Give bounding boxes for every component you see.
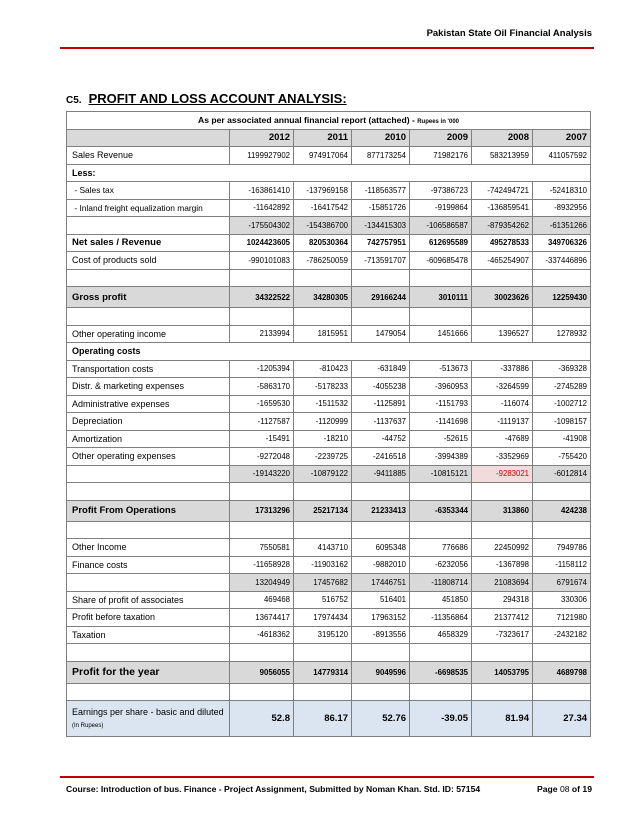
value-cell: 13204949	[230, 574, 294, 592]
value-cell: 1199927902	[230, 147, 294, 165]
empty-cell	[410, 644, 472, 662]
year-header-cell: 2012	[230, 129, 294, 147]
value-cell: -19143220	[230, 465, 294, 483]
empty-cell	[67, 644, 230, 662]
empty-cell	[67, 521, 230, 539]
row-finance-subtotal	[67, 574, 591, 592]
year-header-cell: 2010	[352, 129, 410, 147]
value-cell: 516401	[352, 591, 410, 609]
row-label: Gross profit	[67, 287, 230, 308]
empty-cell	[352, 308, 410, 326]
value-cell: -9272048	[230, 448, 294, 466]
eps-label-text: Earnings per share - basic and diluted	[72, 706, 224, 717]
value-cell: 411057592	[533, 147, 591, 165]
year-header-row	[67, 129, 591, 147]
value-cell: -44752	[352, 430, 410, 448]
value-cell: 776686	[410, 539, 472, 557]
value-cell: -154386700	[294, 217, 352, 235]
value-cell: 4689798	[533, 661, 591, 683]
value-cell: 14053795	[472, 661, 533, 683]
empty-cell	[533, 683, 591, 701]
value-cell: -1137637	[352, 413, 410, 431]
empty-cell	[230, 269, 294, 287]
value-cell: -3960953	[410, 378, 472, 396]
value-cell: -61351266	[533, 217, 591, 235]
row-taxation	[67, 626, 591, 644]
value-cell: 1278932	[533, 325, 591, 343]
value-cell: 495278533	[472, 234, 533, 252]
empty-cell	[294, 308, 352, 326]
empty-cell	[352, 683, 410, 701]
value-cell: 612695589	[410, 234, 472, 252]
spacer-row	[67, 308, 591, 326]
row-less-subtotal	[67, 217, 591, 235]
row-label	[67, 574, 230, 592]
value-cell: 1451666	[410, 325, 472, 343]
value-cell: -11903162	[294, 556, 352, 574]
row-less	[67, 164, 591, 182]
value-cell: -990101083	[230, 252, 294, 270]
row-label: Administrative expenses	[67, 395, 230, 413]
value-cell: -15851726	[352, 199, 410, 217]
value-cell: -136859541	[472, 199, 533, 217]
table-caption	[67, 112, 591, 130]
footer-course-info: Course: Introduction of bus. Finance - Project Assignment, Submitted by Noman Khan. Std. ID: 57154	[66, 784, 481, 794]
row-label: Other operating income	[67, 325, 230, 343]
value-cell: -9411885	[352, 465, 410, 483]
empty-cell	[410, 483, 472, 501]
value-cell: -41908	[533, 430, 591, 448]
value-cell: 3195120	[294, 626, 352, 644]
value-cell: 4143710	[294, 539, 352, 557]
value-cell: 6095348	[352, 539, 410, 557]
value-cell: 34322522	[230, 287, 294, 308]
value-cell: 27.34	[533, 701, 591, 737]
row-label: Profit From Operations	[67, 500, 230, 521]
value-cell: -11642892	[230, 199, 294, 217]
value-cell: 2133994	[230, 325, 294, 343]
value-cell: 17457682	[294, 574, 352, 592]
value-cell: -1127587	[230, 413, 294, 431]
value-cell: -609685478	[410, 252, 472, 270]
value-cell: -11658928	[230, 556, 294, 574]
value-cell: 1815951	[294, 325, 352, 343]
value-cell: -742494721	[472, 182, 533, 200]
row-label: Profit before taxation	[67, 609, 230, 627]
empty-cell	[230, 483, 294, 501]
value-cell: -137969158	[294, 182, 352, 200]
value-cell: -1151793	[410, 395, 472, 413]
value-cell: -6232056	[410, 556, 472, 574]
value-cell: -11356864	[410, 609, 472, 627]
value-cell: -1205394	[230, 360, 294, 378]
value-cell: -786250059	[294, 252, 352, 270]
row-label: Other Income	[67, 539, 230, 557]
spacer-row	[67, 269, 591, 287]
value-cell: 313860	[472, 500, 533, 521]
empty-cell	[410, 269, 472, 287]
value-cell: 451850	[410, 591, 472, 609]
value-cell: 424238	[533, 500, 591, 521]
value-cell: 71982176	[410, 147, 472, 165]
value-cell: 7121980	[533, 609, 591, 627]
spacer-row	[67, 483, 591, 501]
row-label: Depreciation	[67, 413, 230, 431]
value-cell: 21233413	[352, 500, 410, 521]
row-profit-for-year	[67, 661, 591, 683]
footer-page-number	[537, 784, 592, 794]
value-cell: -15491	[230, 430, 294, 448]
row-profit-from-operations	[67, 500, 591, 521]
value-cell: 820530364	[294, 234, 352, 252]
empty-cell	[230, 644, 294, 662]
row-other-operating-income	[67, 325, 591, 343]
value-cell: 6791674	[533, 574, 591, 592]
value-cell: -8932956	[533, 199, 591, 217]
row-cost-of-products	[67, 252, 591, 270]
row-depreciation	[67, 413, 591, 431]
value-cell: 30023626	[472, 287, 533, 308]
row-net-sales	[67, 234, 591, 252]
empty-cell	[352, 521, 410, 539]
empty-cell	[472, 483, 533, 501]
value-cell: -1120999	[294, 413, 352, 431]
value-cell: -1141698	[410, 413, 472, 431]
empty-cell	[472, 521, 533, 539]
value-cell: -713591707	[352, 252, 410, 270]
value-cell: -810423	[294, 360, 352, 378]
caption-text: As per associated annual financial report (attached) -	[198, 115, 418, 126]
value-cell: -7323617	[472, 626, 533, 644]
value-cell: 14779314	[294, 661, 352, 683]
value-cell: -6698535	[410, 661, 472, 683]
value-cell: 4658329	[410, 626, 472, 644]
value-cell: 29166244	[352, 287, 410, 308]
value-cell: -2416518	[352, 448, 410, 466]
row-label: - Sales tax	[67, 182, 230, 200]
row-label: Sales Revenue	[67, 147, 230, 165]
value-cell: -52418310	[533, 182, 591, 200]
row-inland-freight	[67, 199, 591, 217]
value-cell: 974917064	[294, 147, 352, 165]
value-cell: 86.17	[294, 701, 352, 737]
footer-page-current: 08	[559, 784, 570, 794]
empty-cell	[472, 683, 533, 701]
row-label	[67, 217, 230, 235]
empty-cell	[67, 483, 230, 501]
row-label: Operating costs	[67, 343, 591, 361]
header-rule	[60, 47, 594, 49]
empty-cell	[352, 483, 410, 501]
row-label: Profit for the year	[67, 661, 230, 683]
value-cell: -1125891	[352, 395, 410, 413]
row-sales-tax	[67, 182, 591, 200]
row-gross-profit	[67, 287, 591, 308]
value-cell: 7550581	[230, 539, 294, 557]
value-cell: -879354262	[472, 217, 533, 235]
value-cell: -2239725	[294, 448, 352, 466]
year-header-cell: 2007	[533, 129, 591, 147]
empty-cell	[230, 683, 294, 701]
row-sales-revenue	[67, 147, 591, 165]
value-cell: -8913556	[352, 626, 410, 644]
value-cell: 877173254	[352, 147, 410, 165]
value-cell: -5863170	[230, 378, 294, 396]
row-label: Share of profit of associates	[67, 591, 230, 609]
value-cell: -118563577	[352, 182, 410, 200]
value-cell: 21377412	[472, 609, 533, 627]
value-cell: -1002712	[533, 395, 591, 413]
section-number: C5.	[66, 95, 82, 106]
value-cell: -9283021	[472, 465, 533, 483]
value-cell: 21083694	[472, 574, 533, 592]
value-cell: -52615	[410, 430, 472, 448]
value-cell: -1367898	[472, 556, 533, 574]
value-cell: -9882010	[352, 556, 410, 574]
value-cell: -1659530	[230, 395, 294, 413]
empty-cell	[533, 644, 591, 662]
value-cell: 330306	[533, 591, 591, 609]
value-cell: -513673	[410, 360, 472, 378]
row-distribution	[67, 378, 591, 396]
value-cell: -369328	[533, 360, 591, 378]
value-cell: 9056055	[230, 661, 294, 683]
value-cell: 742757951	[352, 234, 410, 252]
empty-cell	[67, 683, 230, 701]
row-label: Distr. & marketing expenses	[67, 378, 230, 396]
value-cell: 52.76	[352, 701, 410, 737]
value-cell: 52.8	[230, 701, 294, 737]
value-cell: 13674417	[230, 609, 294, 627]
value-cell: 9049596	[352, 661, 410, 683]
value-cell: 294318	[472, 591, 533, 609]
value-cell: -9199864	[410, 199, 472, 217]
value-cell: 17313296	[230, 500, 294, 521]
row-label: Finance costs	[67, 556, 230, 574]
empty-cell	[294, 269, 352, 287]
value-cell: 1479054	[352, 325, 410, 343]
empty-cell	[294, 483, 352, 501]
value-cell: -106586587	[410, 217, 472, 235]
value-cell: -2745289	[533, 378, 591, 396]
value-cell: -2432182	[533, 626, 591, 644]
empty-cell	[230, 521, 294, 539]
empty-cell	[294, 521, 352, 539]
value-cell: -5178233	[294, 378, 352, 396]
value-cell: 469468	[230, 591, 294, 609]
row-other-income	[67, 539, 591, 557]
empty-cell	[533, 483, 591, 501]
value-cell: -10879122	[294, 465, 352, 483]
value-cell: -3994389	[410, 448, 472, 466]
empty-cell	[533, 269, 591, 287]
footer-page-label: Page	[537, 784, 560, 794]
eps-unit: (In Rupees)	[72, 722, 104, 729]
section-title-text: PROFIT AND LOSS ACCOUNT ANALYSIS:	[88, 91, 347, 106]
value-cell: -97386723	[410, 182, 472, 200]
row-label: Amortization	[67, 430, 230, 448]
row-label: - Inland freight equalization margin	[67, 199, 230, 217]
value-cell: -11808714	[410, 574, 472, 592]
value-cell: 12259430	[533, 287, 591, 308]
row-other-operating-expenses	[67, 448, 591, 466]
value-cell: 81.94	[472, 701, 533, 737]
value-cell: 3010111	[410, 287, 472, 308]
footer-rule	[60, 776, 594, 778]
value-cell: 25217134	[294, 500, 352, 521]
empty-cell	[230, 308, 294, 326]
empty-cell	[533, 521, 591, 539]
empty-cell	[410, 308, 472, 326]
value-cell: -1098157	[533, 413, 591, 431]
value-cell: 17963152	[352, 609, 410, 627]
row-share-of-associates	[67, 591, 591, 609]
empty-cell	[67, 308, 230, 326]
table-caption-row	[67, 112, 591, 130]
value-cell: -6012814	[533, 465, 591, 483]
value-cell: -337446896	[533, 252, 591, 270]
row-label: Net sales / Revenue	[67, 234, 230, 252]
value-cell: -134415303	[352, 217, 410, 235]
row-administrative	[67, 395, 591, 413]
value-cell: -3264599	[472, 378, 533, 396]
footer-page-total: of 19	[569, 784, 592, 794]
row-label: Taxation	[67, 626, 230, 644]
value-cell: -6353344	[410, 500, 472, 521]
empty-cell	[410, 521, 472, 539]
value-cell: -16417542	[294, 199, 352, 217]
row-profit-before-tax	[67, 609, 591, 627]
spacer-row	[67, 683, 591, 701]
value-cell: 516752	[294, 591, 352, 609]
value-cell: 1396527	[472, 325, 533, 343]
section-title	[66, 91, 347, 106]
empty-cell	[67, 269, 230, 287]
year-header-cell: 2008	[472, 129, 533, 147]
year-header-cell: 2011	[294, 129, 352, 147]
row-label	[67, 701, 230, 737]
value-cell: 17974434	[294, 609, 352, 627]
value-cell: -116074	[472, 395, 533, 413]
value-cell: 22450992	[472, 539, 533, 557]
profit-loss-table	[66, 111, 591, 737]
value-cell: -39.05	[410, 701, 472, 737]
value-cell: -631849	[352, 360, 410, 378]
row-operating-costs	[67, 343, 591, 361]
row-label	[67, 465, 230, 483]
value-cell: 17446751	[352, 574, 410, 592]
value-cell: -1511532	[294, 395, 352, 413]
value-cell: 7949786	[533, 539, 591, 557]
value-cell: -337886	[472, 360, 533, 378]
value-cell: -163861410	[230, 182, 294, 200]
row-finance-costs	[67, 556, 591, 574]
empty-cell	[410, 683, 472, 701]
value-cell: -465254907	[472, 252, 533, 270]
value-cell: -4618362	[230, 626, 294, 644]
empty-cell	[352, 644, 410, 662]
row-transportation	[67, 360, 591, 378]
row-eps	[67, 701, 591, 737]
value-cell: -1158112	[533, 556, 591, 574]
profit-loss-table-body	[67, 112, 591, 737]
caption-unit: Rupees in '000	[417, 119, 459, 126]
page-header-title: Pakistan State Oil Financial Analysis	[426, 28, 592, 39]
row-amortization	[67, 430, 591, 448]
year-header-blank	[67, 129, 230, 147]
empty-cell	[294, 644, 352, 662]
value-cell: -755420	[533, 448, 591, 466]
value-cell: -10815121	[410, 465, 472, 483]
value-cell: -18210	[294, 430, 352, 448]
empty-cell	[533, 308, 591, 326]
empty-cell	[472, 308, 533, 326]
value-cell: 1024423605	[230, 234, 294, 252]
value-cell: -3352969	[472, 448, 533, 466]
value-cell: -47689	[472, 430, 533, 448]
value-cell: 583213959	[472, 147, 533, 165]
value-cell: -1119137	[472, 413, 533, 431]
empty-cell	[472, 269, 533, 287]
row-label: Transportation costs	[67, 360, 230, 378]
row-label: Less:	[67, 164, 591, 182]
value-cell: 34280305	[294, 287, 352, 308]
value-cell: 349706326	[533, 234, 591, 252]
year-header-cell: 2009	[410, 129, 472, 147]
empty-cell	[294, 683, 352, 701]
row-op-costs-subtotal	[67, 465, 591, 483]
value-cell: -4055238	[352, 378, 410, 396]
empty-cell	[472, 644, 533, 662]
spacer-row	[67, 644, 591, 662]
row-label: Other operating expenses	[67, 448, 230, 466]
empty-cell	[352, 269, 410, 287]
value-cell: -175504302	[230, 217, 294, 235]
row-label: Cost of products sold	[67, 252, 230, 270]
spacer-row	[67, 521, 591, 539]
